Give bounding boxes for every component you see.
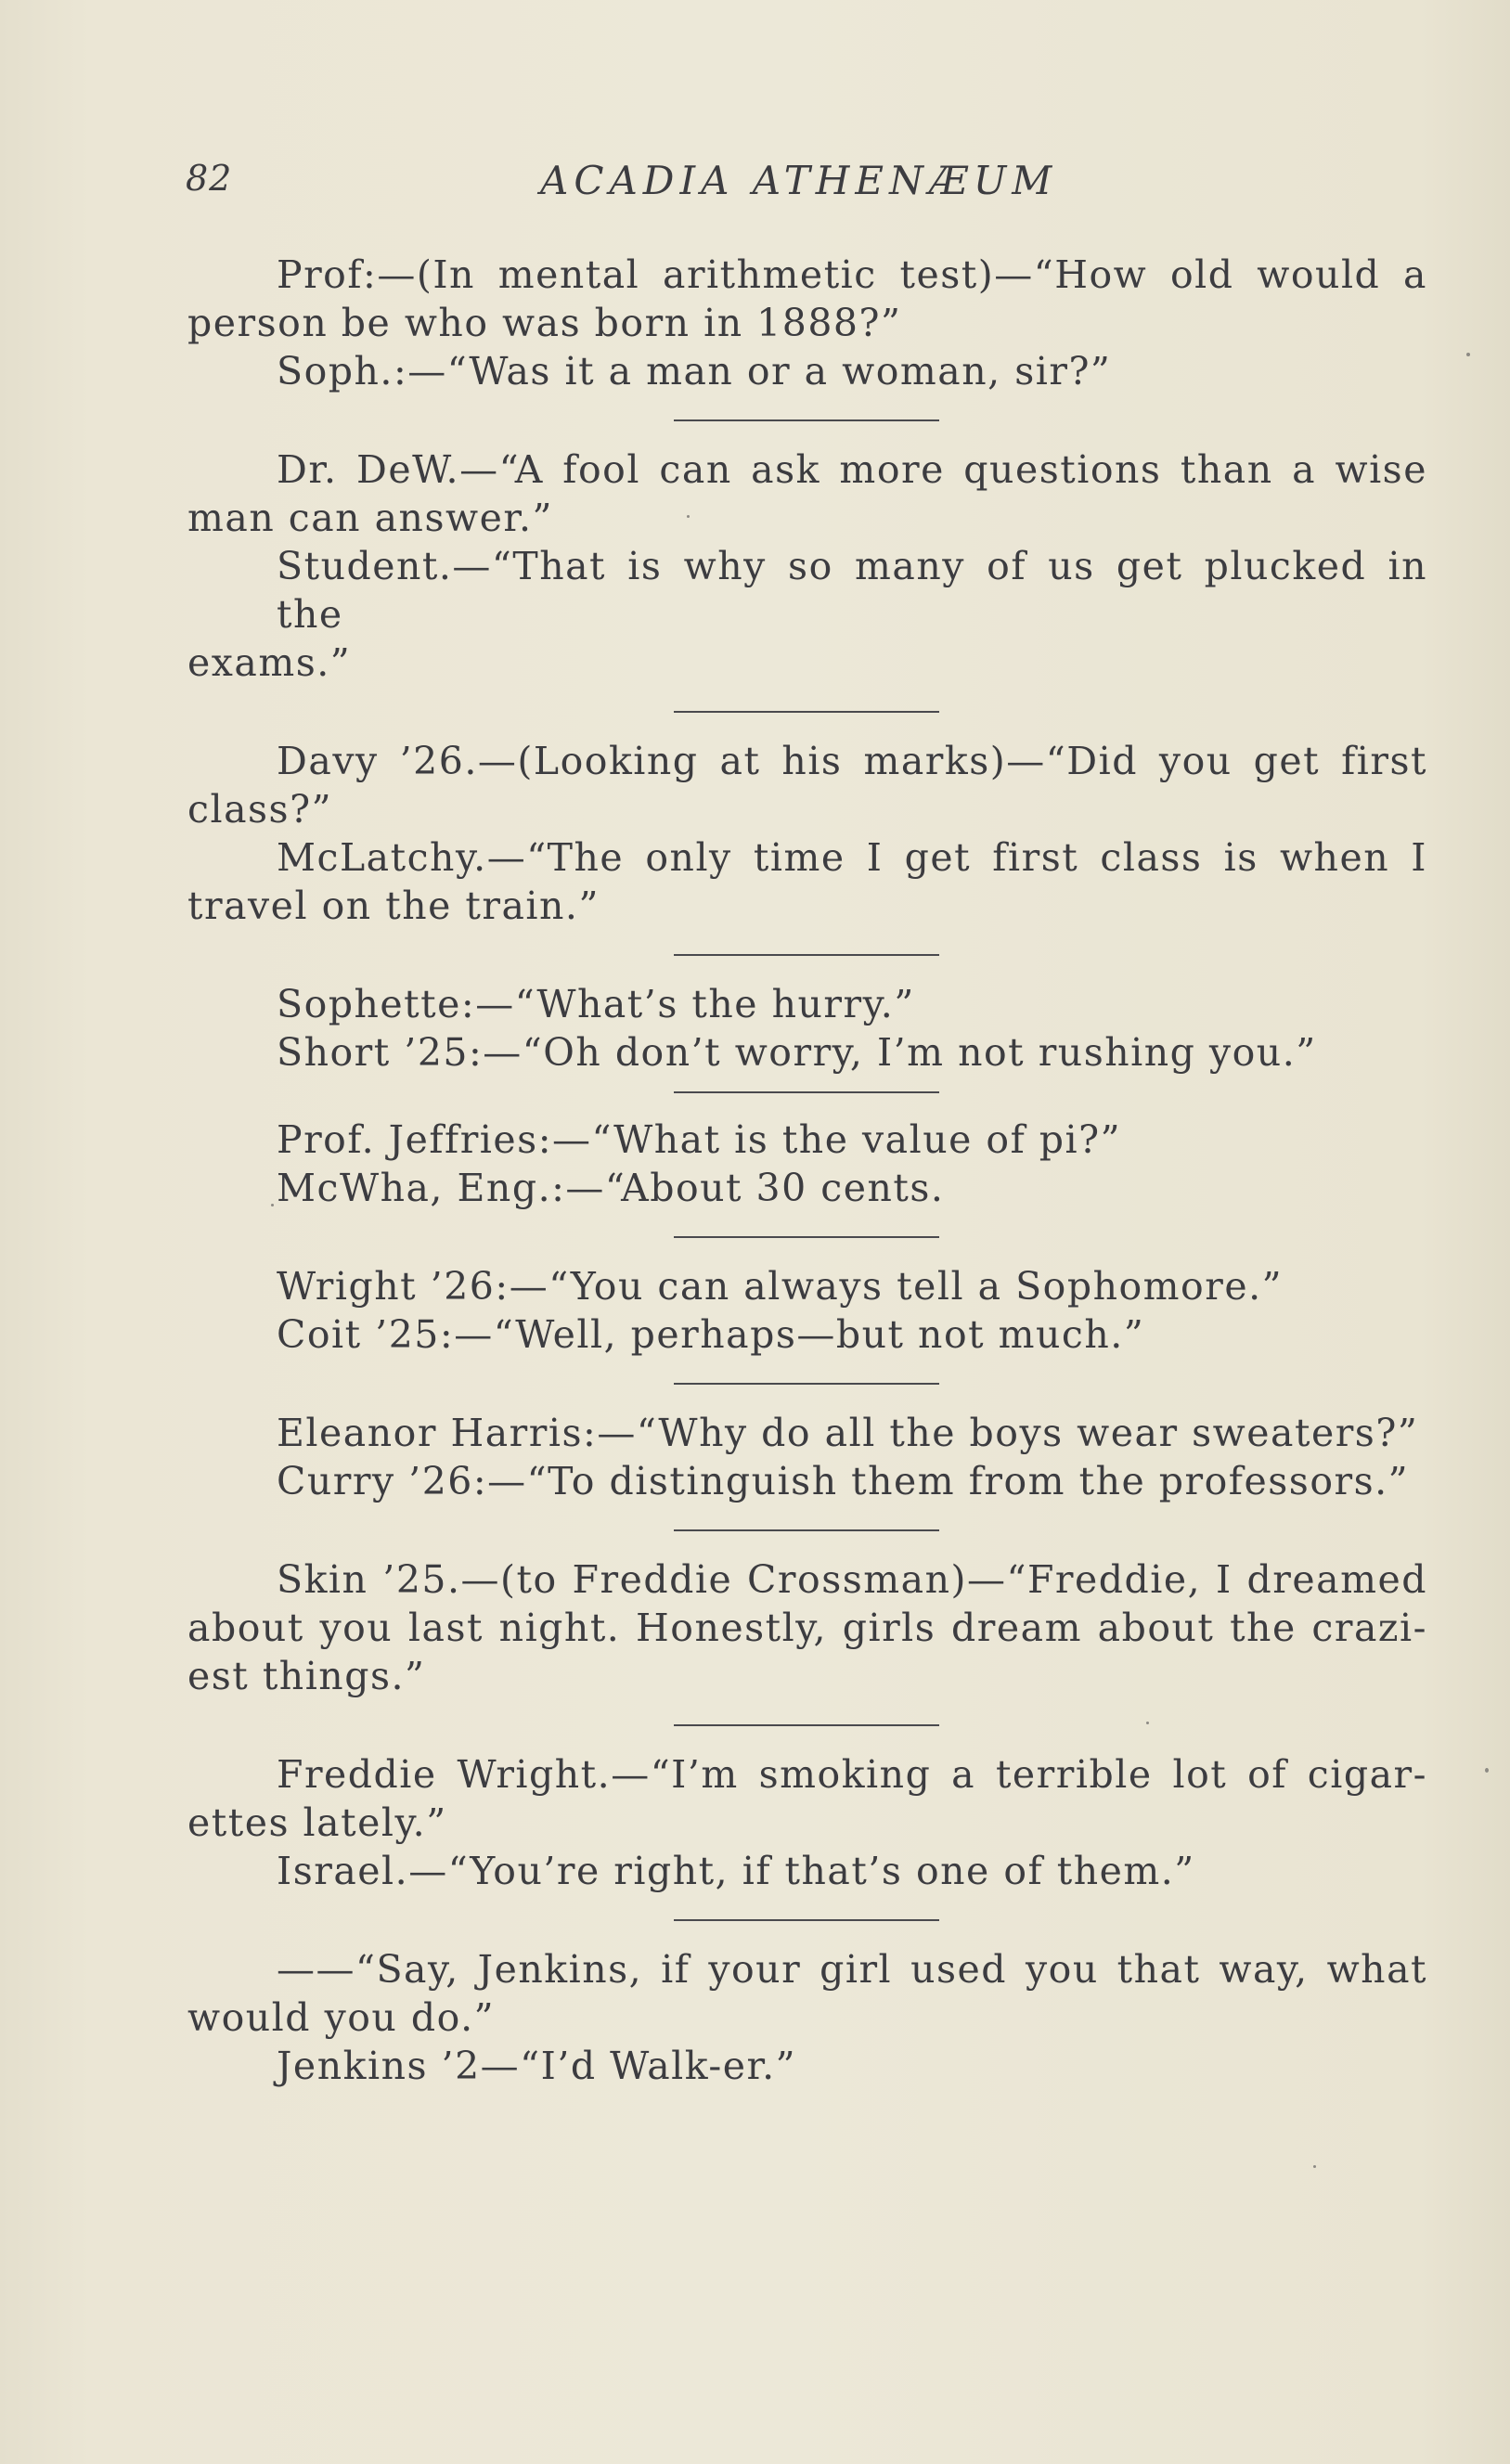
joke-line: McLatchy.—“The only time I get first class is when I: [277, 835, 1427, 880]
joke-item: [187, 1262, 1427, 1359]
paper-speck: [687, 515, 690, 518]
joke-line: Dr. DeW.—“A fool can ask more questions than a wise: [277, 447, 1427, 492]
separator-rule: [674, 419, 939, 421]
joke-line: Jenkins ’2—“I’d Walk-er.”: [277, 2044, 797, 2088]
joke-item: [187, 1116, 1427, 1212]
paper-speck: [1466, 353, 1470, 356]
joke-line: ettes lately.”: [187, 1800, 447, 1845]
paper-speck: [271, 1204, 274, 1206]
joke-line: Student.—“That is why so many of us get plucked in the: [277, 544, 1427, 637]
joke-line: Coit ’25:—“Well, perhaps—but not much.”: [277, 1312, 1145, 1357]
joke-line: Curry ’26:—“To distinguish them from the professors.”: [277, 1459, 1410, 1503]
paper-speck: [1146, 1722, 1149, 1724]
paper-speck: [1313, 2165, 1316, 2168]
joke-line: exams.”: [187, 640, 352, 685]
joke-line: Israel.—“You’re right, if that’s one of them.”: [277, 1849, 1195, 1893]
page-number: 82: [186, 158, 233, 199]
joke-line: travel on the train.”: [187, 884, 600, 928]
joke-item: [187, 445, 1427, 687]
joke-line: man can answer.”: [187, 496, 553, 540]
paper-speck: [1485, 1768, 1489, 1773]
separator-rule: [674, 1236, 939, 1238]
joke-line: ——“Say, Jenkins, if your girl used you that way, what: [277, 1947, 1427, 1992]
separator-rule: [674, 1383, 939, 1385]
joke-line: Freddie Wright.—“I’m smoking a terrible lot of cigar-: [277, 1752, 1427, 1797]
joke-item: [187, 737, 1427, 930]
jokes-column: [187, 251, 1427, 2090]
joke-line: Short ’25:—“Oh don’t worry, I’m not rushing you.”: [277, 1030, 1317, 1075]
joke-line: about you last night. Honestly, girls dream about the crazi-: [187, 1606, 1427, 1650]
joke-line: class?”: [187, 787, 333, 832]
joke-item: [187, 251, 1427, 395]
separator-rule: [674, 1529, 939, 1531]
separator-rule: [674, 1919, 939, 1921]
joke-line: Wright ’26:—“You can always tell a Sophomore.”: [277, 1264, 1284, 1309]
separator-rule: [674, 1724, 939, 1726]
separator-rule: [674, 711, 939, 713]
joke-item: [187, 1555, 1427, 1700]
joke-line: Eleanor Harris:—“Why do all the boys wear sweaters?”: [277, 1411, 1419, 1455]
separator-rule: [674, 954, 939, 956]
separator-rule: [674, 1091, 939, 1093]
joke-item: [187, 1945, 1427, 2090]
running-title: ACADIA ATHENÆUM: [540, 158, 1058, 203]
running-header: [186, 158, 1114, 213]
joke-line: Prof. Jeffries:—“What is the value of pi?”: [277, 1117, 1122, 1162]
joke-item: [187, 1750, 1427, 1895]
joke-item: [187, 1409, 1427, 1505]
joke-line: person be who was born in 1888?”: [187, 301, 902, 345]
joke-line: Soph.:—“Was it a man or a woman, sir?”: [277, 349, 1112, 393]
joke-line: Sophette:—“What’s the hurry.”: [277, 982, 915, 1026]
joke-line: McWha, Eng.:—“About 30 cents.: [277, 1166, 945, 1210]
joke-line: would you do.”: [187, 1995, 496, 2040]
joke-line: Davy ’26.—(Looking at his marks)—“Did you get first: [277, 739, 1427, 783]
joke-line: Skin ’25.—(to Freddie Crossman)—“Freddie, I dreamed: [277, 1557, 1427, 1602]
joke-line: est things.”: [187, 1654, 426, 1698]
joke-line: Prof:—(In mental arithmetic test)—“How old would a: [277, 252, 1427, 297]
joke-item: [187, 980, 1427, 1077]
